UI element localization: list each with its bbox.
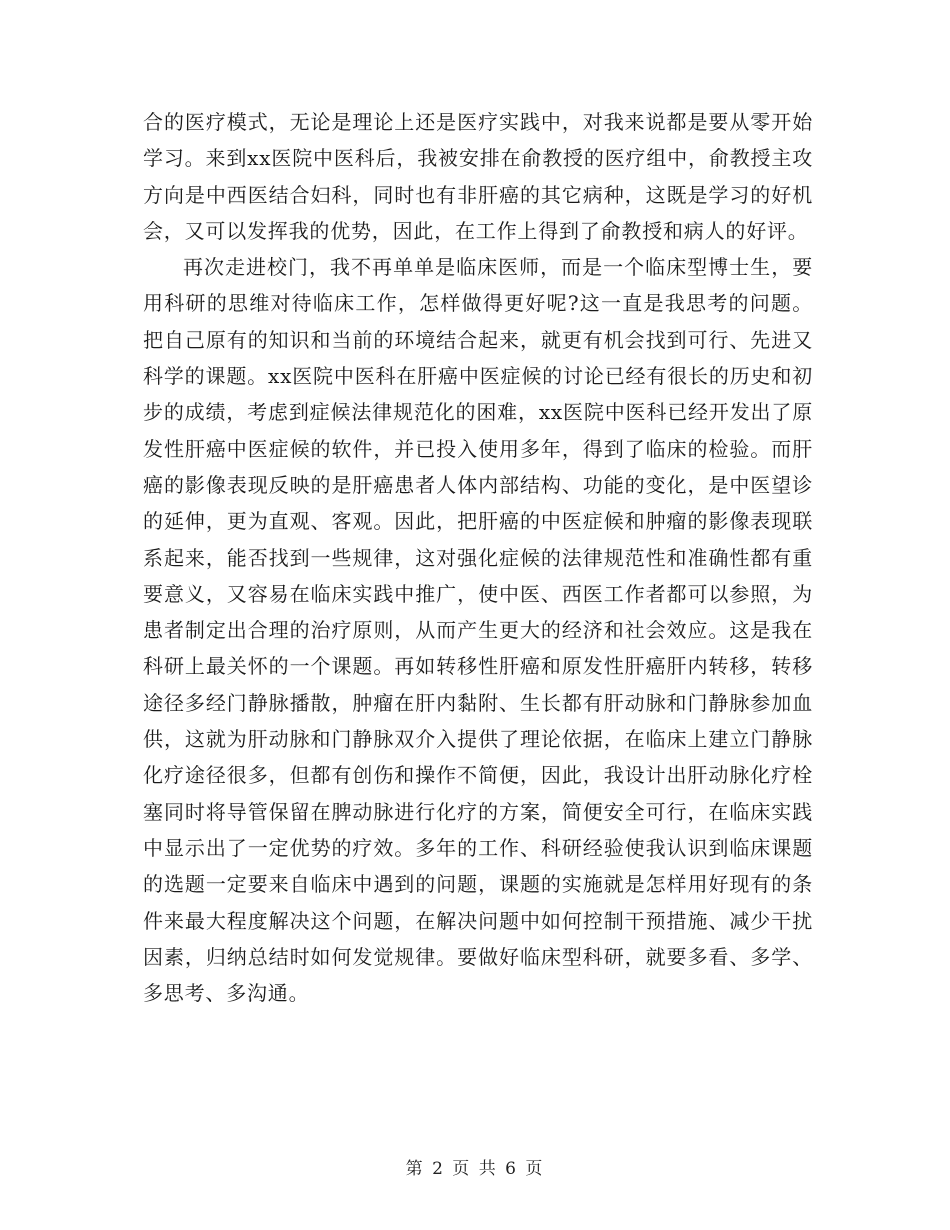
- page-number-footer: 第 2 页 共 6 页: [405, 1159, 545, 1179]
- paragraph-research: 再次走进校门，我不再单单是临床医师，而是一个临床型博士生，要用科研的思维对待临床工作，怎样做得更好呢?这一直是我思考的问题。把自己原有的知识和当前的环境结合起来，就更有机会找到可行、先进又科学的课题。xx医院中医科在肝癌中医症候的讨论已经有很长的历史和初步的成绩，考虑到症候法律规范化的困难，xx医院中医科已经开发出了原发性肝癌中医症候的软件，并已投入使用多年，得到了临床的检验。而肝癌的影像表现反映的是肝癌患者人体内部结构、功能的变化，是中医望诊的延伸，更为直观、客观。因此，把肝癌的中医症候和肿瘤的影像表现联系起来，能否找到一些规律，这对强化症候的法律规范性和准确性都有重要意义，又容易在临床实践中推广，使中医、西医工作者都可以参照，为患者制定出合理的治疗原则，从而产生更大的经济和社会效应。这是我在科研上最关怀的一个课题。再如转移性肝癌和原发性肝癌肝内转移，转移途径多经门静脉播散，肿瘤在肝内黏附、生长都有肝动脉和门静脉参加血供，这就为肝动脉和门静脉双介入提供了理论依据，在临床上建立门静脉化疗途径很多，但都有创伤和操作不简便，因此，我设计出肝动脉化疗栓塞同时将导管保留在脾动脉进行化疗的方案，简便安全可行，在临床实践中显示出了一定优势的疗效。多年的工作、科研经验使我认识到临床课题的选题一定要来自临床中遇到的问题，课题的实施就是怎样用好现有的条件来最大程度解决这个问题，在解决问题中如何控制干预措施、减少干扰因素，归纳总结时如何发觉规律。要做好临床型科研，就要多看、多学、多思考、多沟通。: [143, 255, 813, 1006]
- paragraph-continued: 合的医疗模式，无论是理论上还是医疗实践中，对我来说都是要从零开始学习。来到xx医院中医科后，我被安排在俞教授的医疗组中，俞教授主攻方向是中西医结合妇科，同时也有非肝癌的其它病种，这既是学习的好机会，又可以发挥我的优势，因此，在工作上得到了俞教授和病人的好评。: [143, 110, 813, 243]
- document-body: [143, 104, 813, 1011]
